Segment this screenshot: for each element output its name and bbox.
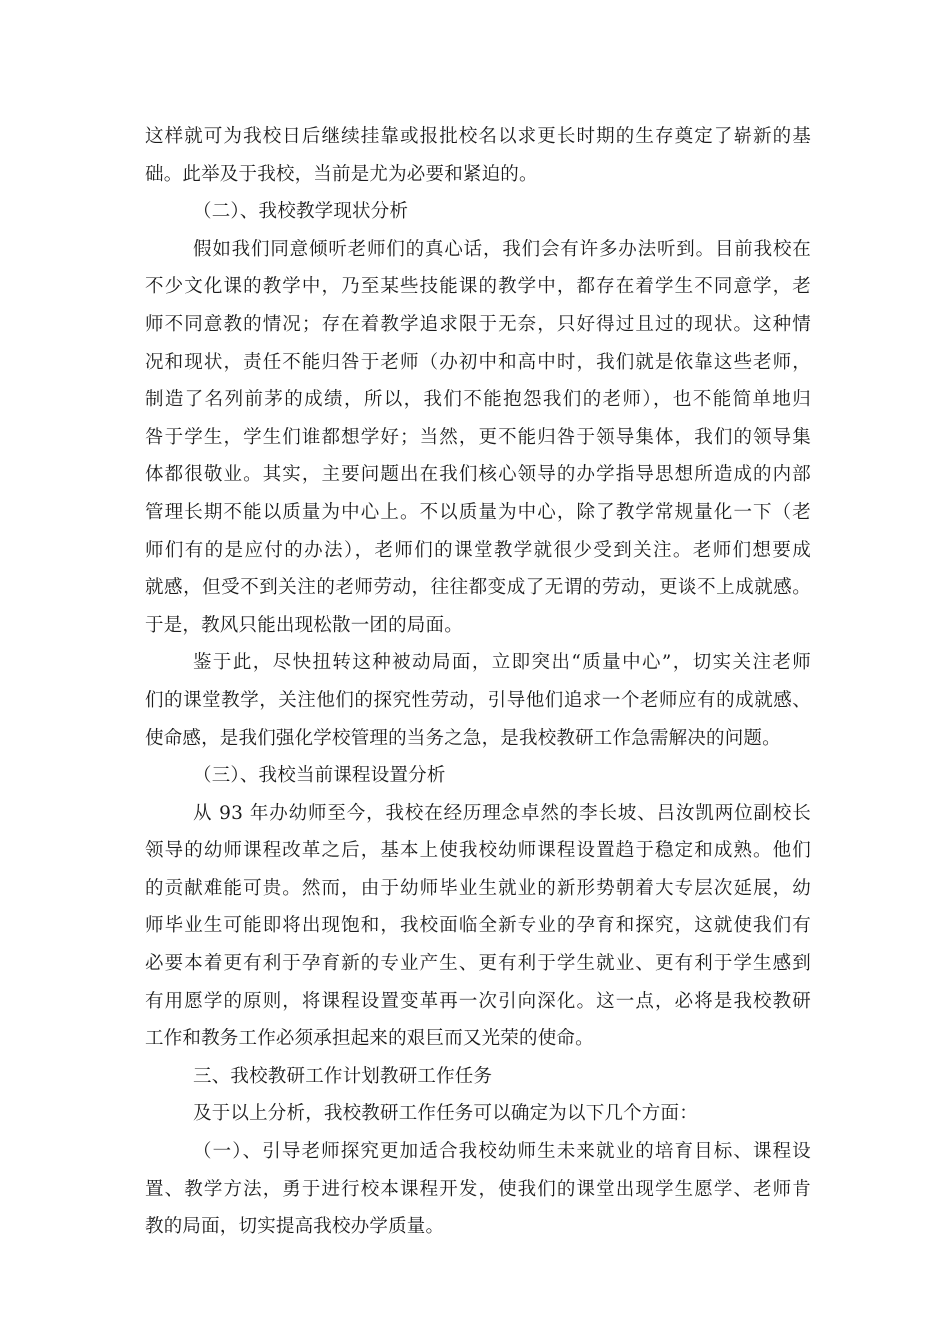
text-line: 不少文化课的教学中，乃至某些技能课的教学中，都存在着学生不同意学，老 (145, 276, 811, 298)
text-line: 的贡献难能可贵。然而，由于幼师毕业生就业的新形势朝着大专层次延展，幼 (145, 877, 811, 899)
text-line: 从 93 年办幼师至今，我校在经历理念卓然的李长坡、吕汝凯两位副校长 (193, 802, 811, 824)
text-line: 于是，教风只能出现松散一团的局面。 (145, 614, 463, 636)
paragraph-continuation (145, 118, 811, 193)
text-line: 假如我们同意倾听老师们的真心话，我们会有许多办法听到。目前我校在 (193, 238, 811, 260)
text-line: 师们有的是应付的办法），老师们的课堂教学就很少受到关注。老师们想要成 (145, 539, 811, 561)
text-line: 使命感，是我们强化学校管理的当务之急，是我校教研工作急需解决的问题。 (145, 727, 781, 749)
text-line: 础。此举及于我校，当前是尤为必要和紧迫的。 (145, 163, 538, 185)
document-page (145, 118, 811, 1246)
paragraph-teaching-status (145, 231, 811, 645)
text-line: 管理长期不能以质量为中心上。不以质量为中心，除了教学常规量化一下（老 (145, 501, 811, 523)
paragraph-task-one (145, 1133, 811, 1246)
section-heading-three (145, 1058, 811, 1096)
heading-text: 三、我校教研工作计划教研工作任务 (193, 1065, 493, 1087)
section-heading-3 (145, 757, 811, 795)
text-line: 师不同意教的情况；存在着教学追求限于无奈，只好得过且过的现状。这种情 (145, 313, 811, 335)
section-heading-2 (145, 193, 811, 231)
text-line: 必要本着更有利于孕育新的专业产生、更有利于学生就业、更有利于学生感到 (145, 953, 811, 975)
text-line: 有用愿学的原则，将课程设置变革再一次引向深化。这一点，必将是我校教研 (145, 990, 811, 1012)
text-line: 领导的幼师课程改革之后，基本上使我校幼师课程设置趋于稳定和成熟。他们 (145, 840, 811, 862)
text-line: 置、教学方法，勇于进行校本课程开发，使我们的课堂出现学生愿学、老师肯 (145, 1178, 811, 1200)
text-line: 这样就可为我校日后继续挂靠或报批校名以求更长时期的生存奠定了崭新的基 (145, 126, 811, 147)
paragraph-task-intro (145, 1095, 811, 1133)
text-line: 咎于学生，学生们谁都想学好；当然，更不能归咎于领导集体，我们的领导集 (145, 426, 811, 448)
text-line: 体都很敬业。其实，主要问题出在我们核心领导的办学指导思想所造成的内部 (145, 464, 811, 486)
text-line: （一）、引导老师探究更加适合我校幼师生未来就业的培育目标、课程设 (193, 1141, 811, 1163)
text-line: 及于以上分析，我校教研工作任务可以确定为以下几个方面： (193, 1103, 698, 1125)
text-line: 况和现状，责任不能归咎于老师（办初中和高中时，我们就是依靠这些老师， (145, 351, 811, 373)
text-line: 教的局面，切实提高我校办学质量。 (145, 1216, 445, 1238)
heading-text: （二）、我校教学现状分析 (193, 201, 409, 223)
paragraph-quality-center (145, 644, 811, 757)
heading-text: （三）、我校当前课程设置分析 (193, 765, 446, 787)
text-line: 们的课堂教学，关注他们的探究性劳动，引导他们追求一个老师应有的成就感、 (145, 689, 811, 711)
text-line: 就感，但受不到关注的老师劳动，往往都变成了无谓的劳动，更谈不上成就感。 (145, 577, 811, 599)
text-line: 制造了名列前茅的成绩，所以，我们不能抱怨我们的老师），也不能简单地归 (145, 389, 811, 411)
text-line: 工作和教务工作必须承担起来的艰巨而又光荣的使命。 (145, 1028, 594, 1050)
text-line: 鉴于此，尽快扭转这种被动局面，立即突出“质量中心”，切实关注老师 (193, 652, 811, 674)
text-line: 师毕业生可能即将出现饱和，我校面临全新专业的孕育和探究，这就使我们有 (145, 915, 811, 937)
paragraph-curriculum (145, 795, 811, 1058)
